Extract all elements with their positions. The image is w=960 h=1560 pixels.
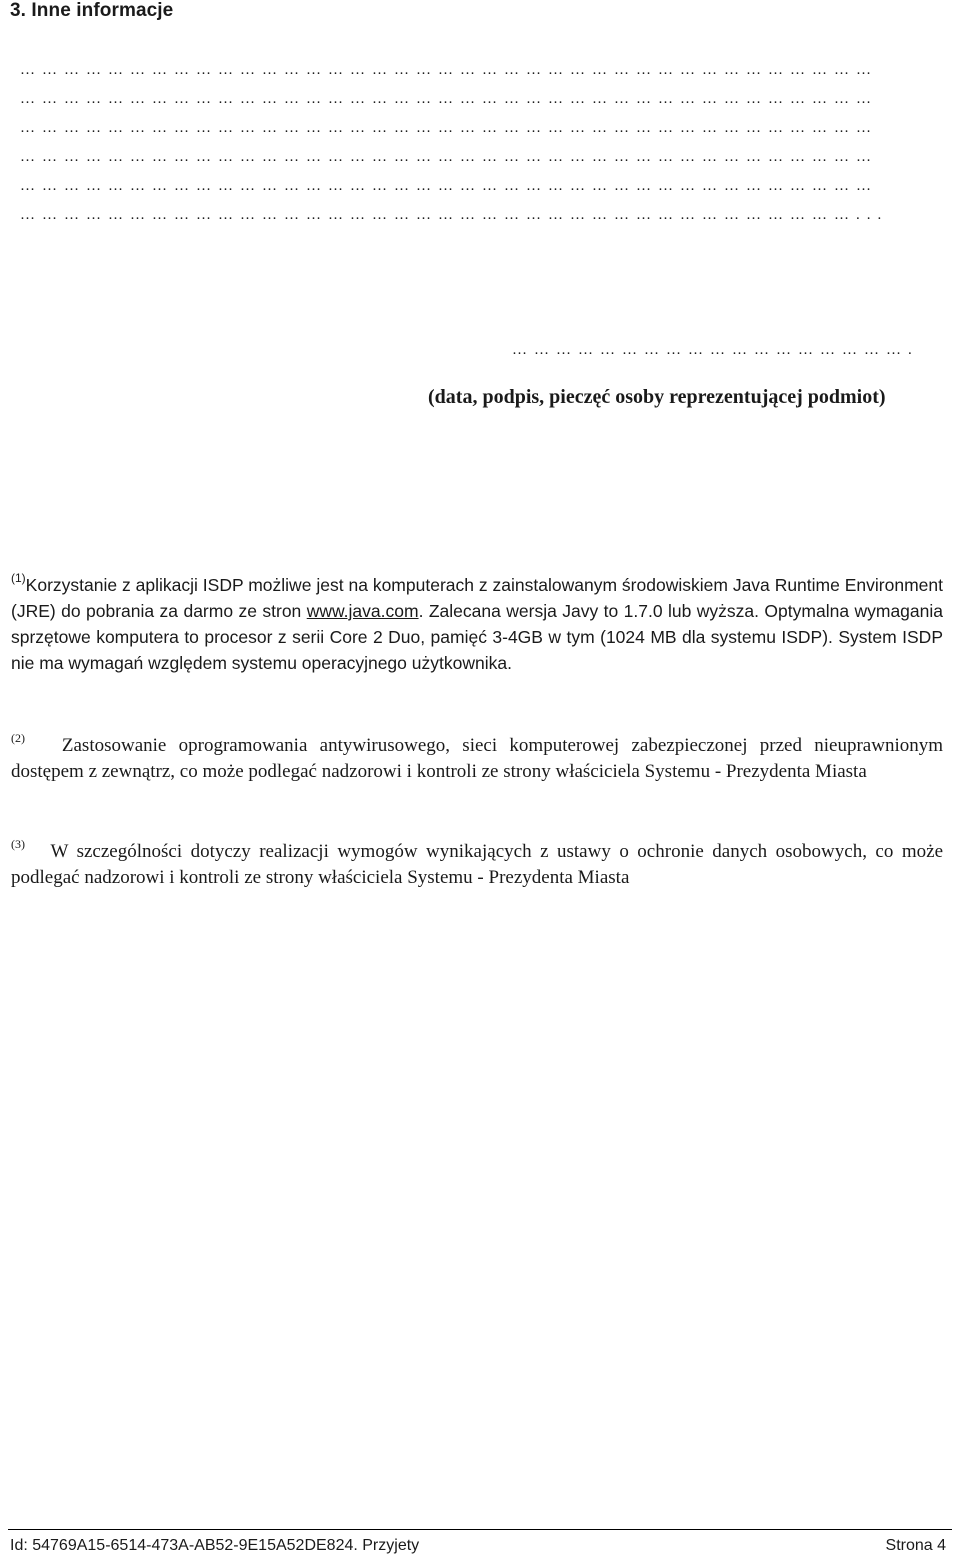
dotted-line-1: ……………………………………………………………………………………………………… [20, 62, 878, 78]
dotted-line-4: ……………………………………………………………………………………………………… [20, 149, 878, 165]
footnote-1 [11, 572, 943, 676]
footnote-marker: (3) [11, 837, 25, 851]
java-link[interactable]: www.java.com [306, 601, 419, 621]
dotted-line-3: ……………………………………………………………………………………………………… [20, 120, 878, 136]
section-heading: 3. Inne informacje [10, 0, 174, 21]
page-number: Strona 4 [885, 1537, 946, 1554]
signature-caption: (data, podpis, pieczęć osoby reprezentującej podmiot) [428, 386, 886, 408]
dotted-line-6: ……………………………………………………………………………………………………... [20, 207, 889, 223]
dotted-line-5: ……………………………………………………………………………………………………… [20, 178, 878, 194]
footnote-text: Korzystanie z aplikacji ISDP możliwe jest na komputerach z zainstalowanym środowiskiem Java Runtime Environment (JRE) do pobrania za darmo ze stron [11, 575, 943, 621]
footnote-text-continued: . Zalecana wersja Javy to 1.7.0 lub wyższa. Optymalna wymagania sprzętowe komputera to procesor z serii Core 2 Duo, pamięć 3-4GB w tym (1024 MB dla systemu ISDP). System ISDP nie ma wymagań względem systemu operacyjnego użytkownika. [11, 601, 943, 673]
footnote-text: Zastosowanie oprogramowania antywirusowego, sieci komputerowej zabezpieczonej przed nieuprawnionym dostępem z zewnątrz, co może podlegać nadzorowi i kontroli ze strony właściciela Systemu - Prezydenta Miasta [11, 735, 944, 782]
footer-divider [8, 1529, 952, 1530]
footnote-marker: (1) [11, 571, 26, 585]
document-id: Id: 54769A15-6514-473A-AB52-9E15A52DE824. Przyjety [10, 1537, 420, 1554]
dotted-line-2: ……………………………………………………………………………………………………… [20, 91, 878, 107]
signature-dotted-line: ………………………………………………. [512, 342, 919, 358]
footnote-2 [11, 733, 943, 785]
footnote-3 [11, 839, 943, 891]
footnote-text: W szczególności dotyczy realizacji wymogów wynikających z ustawy o ochronie danych osobowych, co może podlegać nadzorowi i kontroli ze strony właściciela Systemu - Prezydenta Miasta [11, 841, 944, 888]
footnote-marker: (2) [11, 731, 25, 745]
